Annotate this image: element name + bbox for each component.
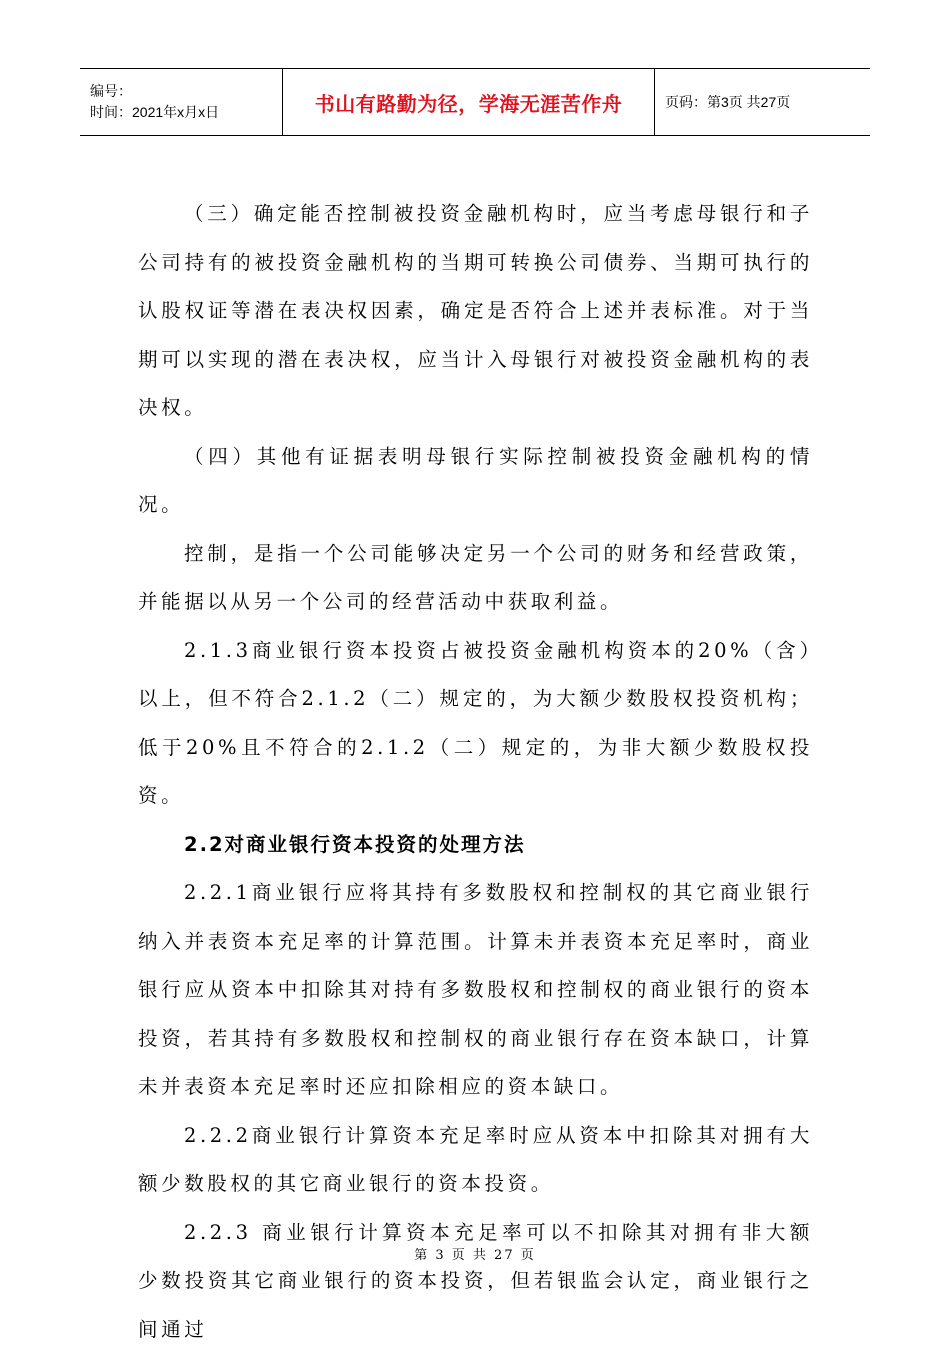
- paragraph: （四）其他有证据表明母银行实际控制被投资金融机构的情况。: [138, 433, 813, 530]
- document-body: [138, 190, 813, 1354]
- paragraph: （三）确定能否控制被投资金融机构时，应当考虑母银行和子公司持有的被投资金融机构的当期可转换公司债券、当期可执行的认股权证等潜在表决权因素，确定是否符合上述并表标准。对于当期可以实现的潜在表决权，应当计入母银行对被投资金融机构的表决权。: [138, 190, 813, 433]
- paragraph: 2.2.1商业银行应将其持有多数股权和控制权的其它商业银行纳入并表资本充足率的计算范围。计算未并表资本充足率时，商业银行应从资本中扣除其对持有多数股权和控制权的商业银行的资本投资，若其持有多数股权和控制权的商业银行存在资本缺口，计算未并表资本充足率时还应扣除相应的资本缺口。: [138, 869, 813, 1112]
- date-label: 时间：2021年x月x日: [90, 102, 282, 123]
- section-heading: 2.2对商业银行资本投资的处理方法: [138, 821, 813, 870]
- header-page-info: 页码：第3页 共27页: [665, 92, 870, 112]
- header-page-cell: [655, 69, 870, 135]
- serial-number-label: 编号：: [90, 81, 282, 102]
- header-meta: [80, 69, 282, 135]
- header-motto-cell: [282, 69, 655, 135]
- paragraph: 控制，是指一个公司能够决定另一个公司的财务和经营政策，并能据以从另一个公司的经营活动中获取利益。: [138, 530, 813, 627]
- header-motto: 书山有路勤为径，学海无涯苦作舟: [315, 88, 623, 117]
- page-header: [80, 68, 870, 136]
- paragraph: 2.2.3 商业银行计算资本充足率可以不扣除其对拥有非大额少数投资其它商业银行的资本投资，但若银监会认定，商业银行之间通过: [138, 1209, 813, 1354]
- paragraph: 2.1.3商业银行资本投资占被投资金融机构资本的20%（含）以上，但不符合2.1.2（二）规定的，为大额少数股权投资机构；低于20%且不符合的2.1.2（二）规定的，为非大额少数股权投资。: [138, 627, 813, 821]
- paragraph: 2.2.2商业银行计算资本充足率时应从资本中扣除其对拥有大额少数股权的其它商业银行的资本投资。: [138, 1112, 813, 1209]
- page-footer: 第 3 页 共 27 页: [0, 1244, 950, 1263]
